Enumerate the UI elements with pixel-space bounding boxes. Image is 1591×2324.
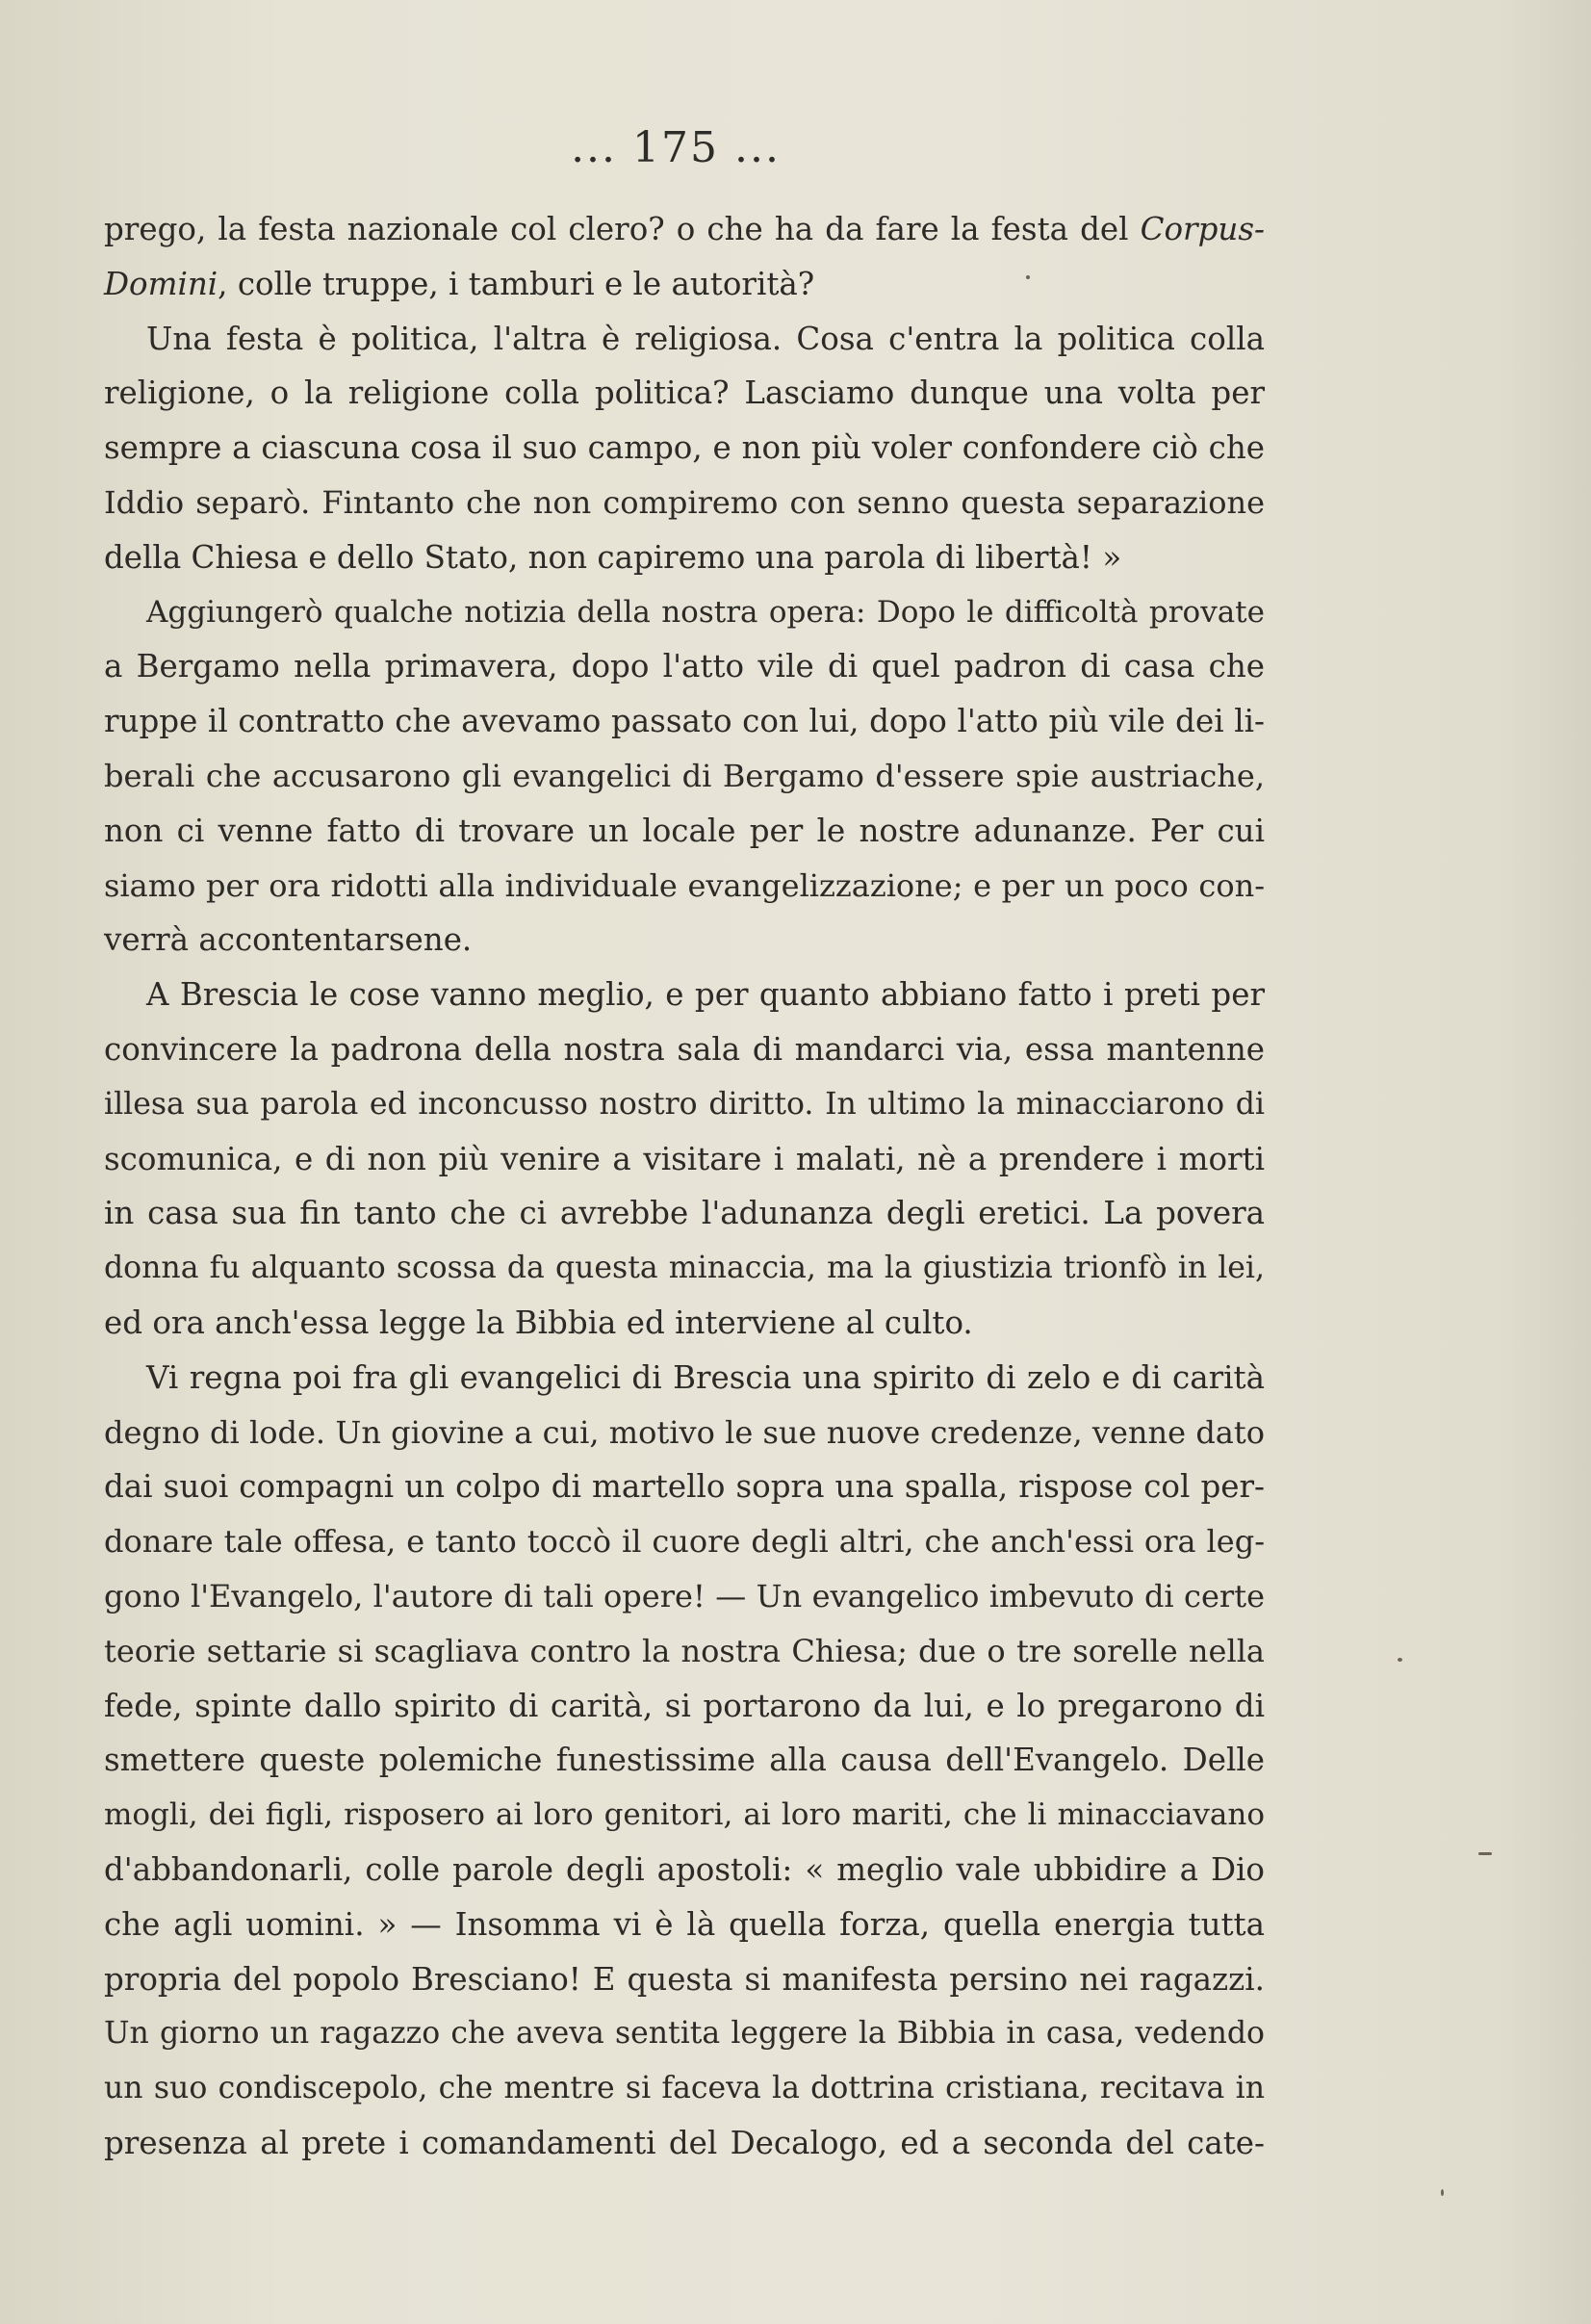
line-text: che agli uomini. » — Insomma vi è là quella forza, quella energia tutta (104, 1905, 1265, 1943)
line-text: fede, spinte dallo spirito di carità, si portarono da lui, e lo pregarono di (104, 1687, 1265, 1724)
italic-text: Domini (104, 265, 218, 302)
line-text: dai suoi compagni un colpo di martello sopra una spalla, rispose col per- (104, 1468, 1265, 1506)
paper-speck (1478, 1852, 1492, 1855)
text-line (104, 2006, 1265, 2061)
line-text: convincere la padrona della nostra sala di mandarci via, essa mantenne (104, 1030, 1265, 1068)
line-text: donna fu alquanto scossa da questa minaccia, ma la giustizia trionfò in lei, (104, 1251, 1265, 1286)
text-line (104, 421, 1265, 476)
line-text: Iddio separò. Fintanto che non compiremo con senno questa separazione (104, 483, 1265, 521)
text-line (104, 1843, 1265, 1898)
line-text: degno di lode. Un giovine a cui, motivo le sue nuove credenze, venne dato (104, 1413, 1265, 1451)
paper-speck (1026, 275, 1030, 279)
text-line (104, 2061, 1265, 2116)
line-text: d'abbandonarli, colle parole degli apostoli: « meglio vale ubbidire a Dio (104, 1850, 1265, 1888)
line-text: Una festa è politica, l'altra è religiosa. Cosa c'entra la politica colla (146, 320, 1265, 357)
paper-speck (1441, 2189, 1444, 2196)
text-line (104, 804, 1265, 859)
text-line (104, 585, 1265, 640)
body-text (104, 202, 1265, 2171)
line-text: mogli, dei figli, risposero ai loro genitori, ai loro mariti, che li minacciavano (104, 1797, 1265, 1833)
italic-text: Corpus- (1140, 211, 1265, 247)
text-line (104, 476, 1265, 530)
line-text: Vi regna poi fra gli evangelici di Brescia una spirito di zelo e di carità (146, 1358, 1265, 1396)
text-line (104, 1733, 1265, 1788)
text-line (104, 968, 1265, 1022)
text-line (104, 257, 1265, 312)
text-line (104, 1296, 1265, 1351)
text-line (104, 1788, 1265, 1843)
text-line (104, 1132, 1265, 1187)
line-text: Un giorno un ragazzo che aveva sentita leggere la Bibbia in casa, vedendo (104, 2016, 1265, 2052)
line-text: propria del popolo Bresciano! E questa si manifesta persino nei ragazzi. (104, 1960, 1265, 1998)
line-text: Aggiungerò qualche notizia della nostra opera: Dopo le difficoltà provate (146, 594, 1265, 630)
text-line (104, 1241, 1265, 1296)
text-line (104, 1569, 1265, 1624)
text-line (104, 859, 1265, 914)
text-line (104, 1077, 1265, 1132)
line-text: presenza al prete i comandamenti del Decalogo, ed a seconda del cate- (104, 2124, 1265, 2161)
text-line (104, 1514, 1265, 1569)
line-text: teorie settarie si scagliava contro la nostra Chiesa; due o tre sorelle nella (104, 1632, 1265, 1669)
line-text: ruppe il contratto che avevamo passato con lui, dopo l'atto più vile dei li- (104, 703, 1265, 740)
line-text: A Brescia le cose vanno meglio, e per quanto abbiano fatto i preti per (146, 976, 1265, 1014)
text-line (104, 1624, 1265, 1679)
text-line (104, 1898, 1265, 1952)
page-number: ... 175 ... (571, 123, 781, 172)
text-line (104, 694, 1265, 749)
line-text: non ci venne fatto di trovare un locale per le nostre adunanze. Per cui (104, 812, 1265, 849)
text-line (104, 312, 1265, 367)
line-text: berali che accusarono gli evangelici di Bergamo d'essere spie austriache, (104, 757, 1265, 794)
line-text: , colle truppe, i tamburi e le autorità? (218, 265, 815, 302)
line-text: ed ora anch'essa legge la Bibbia ed interviene al culto. (104, 1304, 973, 1341)
line-text: siamo per ora ridotti alla individuale evangelizzazione; e per un poco con- (104, 866, 1265, 904)
line-text: verrà accontentarsene. (104, 921, 473, 959)
line-text: illesa sua parola ed inconcusso nostro diritto. In ultimo la minacciarono di (104, 1086, 1265, 1122)
text-line (104, 1351, 1265, 1406)
line-text: smettere queste polemiche funestissime alla causa dell'Evangelo. Delle (104, 1742, 1265, 1779)
text-line (104, 530, 1265, 585)
text-line (104, 749, 1265, 804)
text-line (104, 202, 1265, 257)
text-line (104, 639, 1265, 694)
text-line (104, 1459, 1265, 1514)
text-line (104, 1679, 1265, 1734)
text-line (104, 913, 1265, 968)
text-line (104, 1022, 1265, 1077)
line-text: della Chiesa e dello Stato, non capiremo una parola di libertà! » (104, 538, 1122, 576)
text-line (104, 366, 1265, 421)
line-text: scomunica, e di non più venire a visitare i malati, nè a prendere i morti (104, 1140, 1265, 1177)
line-text: religione, o la religione colla politica? Lasciamo dunque una volta per (104, 374, 1265, 412)
line-text: donare tale offesa, e tanto toccò il cuore degli altri, che anch'essi ora leg- (104, 1523, 1265, 1561)
line-text: prego, la festa nazionale col clero? o che ha da fare la festa del (104, 211, 1141, 247)
line-text: un suo condiscepolo, che mentre si faceva la dottrina cristiana, recitava in (104, 2071, 1265, 2106)
line-text: in casa sua fin tanto che ci avrebbe l'adunanza degli eretici. La povera (104, 1195, 1265, 1232)
line-text: sempre a ciascuna cosa il suo campo, e non più voler confondere ciò che (104, 429, 1265, 467)
line-text: gono l'Evangelo, l'autore di tali opere! — Un evangelico imbevuto di certe (104, 1577, 1265, 1614)
text-line (104, 1952, 1265, 2007)
page-edge-shadow (1504, 0, 1591, 2324)
line-text: a Bergamo nella primavera, dopo l'atto vile di quel padron di casa che (104, 648, 1265, 685)
paper-speck (1398, 1658, 1402, 1662)
text-line (104, 2116, 1265, 2171)
text-line (104, 1186, 1265, 1241)
text-line (104, 1406, 1265, 1460)
